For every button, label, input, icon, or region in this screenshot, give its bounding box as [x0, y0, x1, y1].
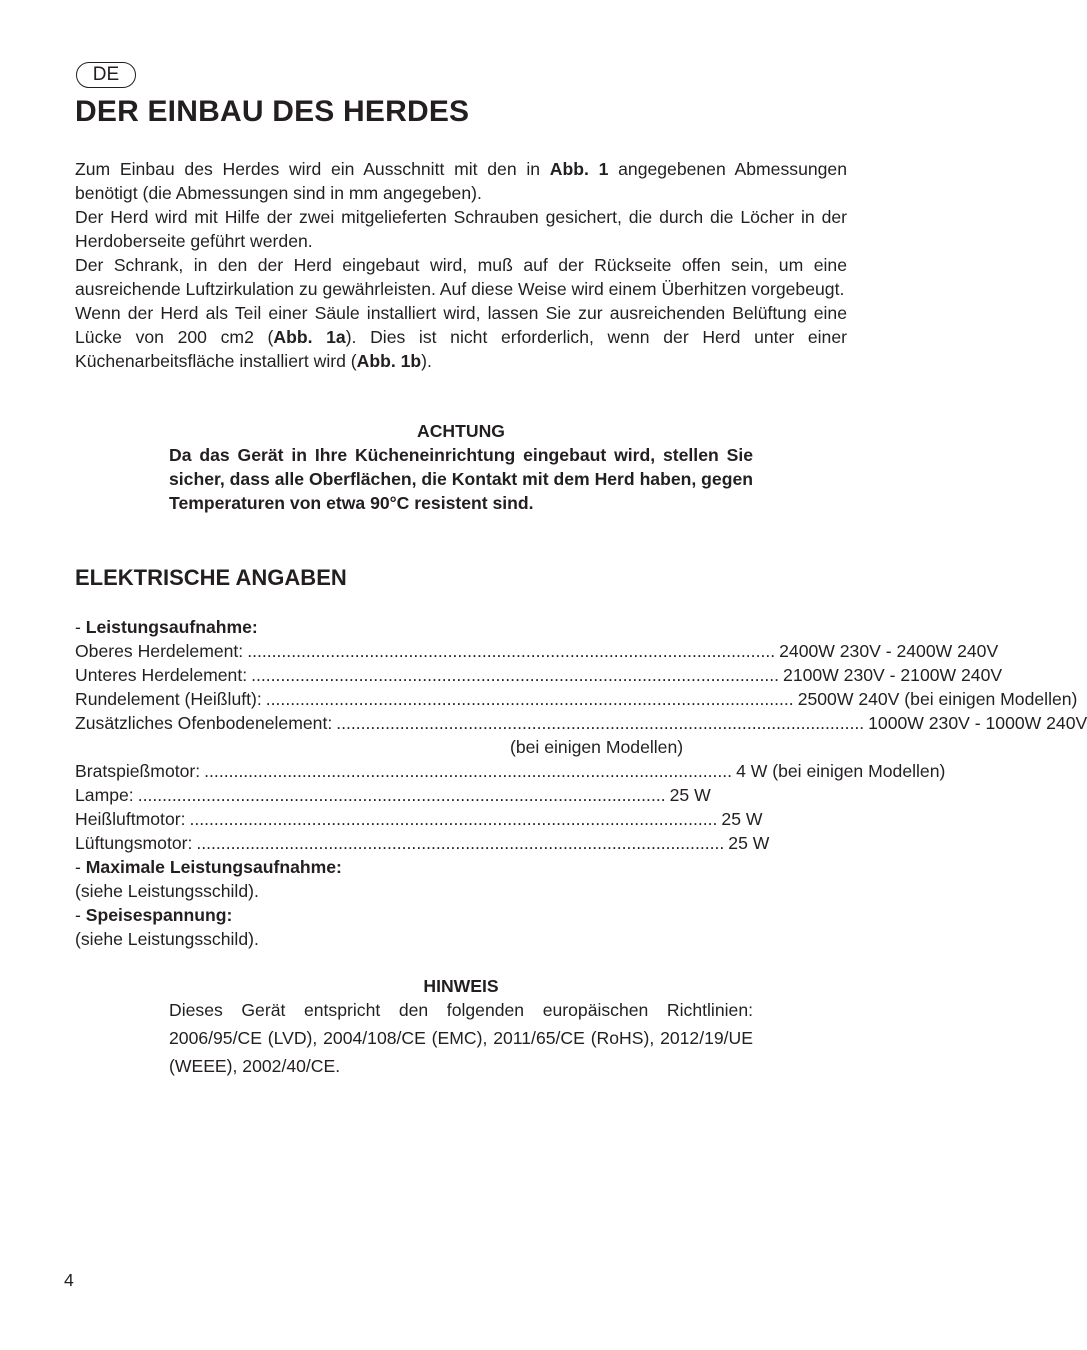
dash: -	[75, 905, 86, 925]
page-number: 4	[64, 1270, 74, 1290]
spec-value: 2500W 240V (bei einigen Modellen)	[797, 689, 1078, 709]
spec-label: Heißluftmotor:	[75, 809, 186, 829]
dot-leader: ............................................................................................................	[336, 713, 865, 733]
spec-value: 4 W (bei einigen Modellen)	[736, 761, 946, 781]
spec-row	[75, 807, 763, 831]
dot-leader: ............................................................................................................	[137, 785, 666, 805]
spec-value: 1000W 230V - 1000W 240V	[868, 713, 1087, 733]
max-power-heading	[75, 855, 875, 879]
electrical-heading: ELEKTRISCHE ANGABEN	[75, 565, 347, 590]
spec-label: Rundelement (Heißluft):	[75, 689, 262, 709]
spec-label: Unteres Herdelement:	[75, 665, 248, 685]
spec-row	[75, 759, 946, 783]
intro-text	[75, 157, 847, 373]
power-heading	[75, 615, 875, 639]
intro-p1-text-2: angegebenen Abmessungen benötigt (die Abmessungen sind in mm angegeben).	[75, 159, 847, 203]
supply-label: Speisespannung:	[85, 905, 233, 925]
warning-text: Da das Gerät in Ihre Kücheneinrichtung eingebaut wird, stellen Sie sicher, dass alle Oberflächen, die Kontakt mit dem Herd haben, gegen Temperaturen von etwa 90°C resistent sind.	[169, 445, 753, 513]
hinweis-text: Dieses Gerät entspricht den folgenden europäischen Richtlinien: 2006/95/CE (LVD), 2004/108/CE (EMC), 2011/65/CE (RoHS), 2012/19/UE (WEEE), 2002/40/CE.	[169, 1000, 753, 1076]
intro-paragraph-4	[75, 301, 847, 373]
intro-paragraph-2: Der Herd wird mit Hilfe der zwei mitgelieferten Schrauben gesichert, die durch die Löcher in der Herdoberseite geführt werden.	[75, 207, 847, 251]
power-heading-label: Leistungsaufnahme:	[85, 617, 258, 637]
max-power-note: (siehe Leistungsschild).	[75, 881, 259, 901]
spec-continuation: (bei einigen Modellen)	[510, 737, 684, 757]
intro-p4-text-3: ).	[421, 351, 432, 371]
language-badge: DE	[76, 62, 136, 88]
intro-p1-text-1: Zum Einbau des Herdes wird ein Ausschnitt mit den in	[75, 159, 550, 179]
dot-leader: ............................................................................................................	[189, 809, 718, 829]
dash: -	[75, 617, 86, 637]
spec-value: 2400W 230V - 2400W 240V	[779, 641, 999, 661]
spec-label: Lampe:	[75, 785, 134, 805]
spec-row	[75, 711, 1087, 735]
supply-heading	[75, 903, 875, 927]
figure-ref-abb-1: Abb. 1	[549, 159, 609, 179]
spec-label: Oberes Herdelement:	[75, 641, 244, 661]
dot-leader: ............................................................................................................	[247, 641, 776, 661]
electrical-specs	[75, 615, 1087, 951]
intro-paragraph-3: Der Schrank, in den der Herd eingebaut wird, muß auf der Rückseite offen sein, um eine ausreichende Luftzirkulation zu gewährleisten. Auf diese Weise wird einem Überhitzen vorgebeugt.	[75, 255, 847, 299]
spec-row	[75, 663, 1003, 687]
figure-ref-abb-1b: Abb. 1b	[356, 351, 422, 371]
intro-paragraph-1	[75, 157, 847, 205]
spec-row	[75, 687, 1078, 711]
spec-label: Lüftungsmotor:	[75, 833, 193, 853]
spec-value: 25 W	[669, 785, 711, 805]
dot-leader: ............................................................................................................	[265, 689, 794, 709]
spec-value: 25 W	[728, 833, 770, 853]
spec-label: Bratspießmotor:	[75, 761, 201, 781]
warning-heading: ACHTUNG	[417, 421, 505, 441]
dash: -	[75, 857, 86, 877]
spec-value: 25 W	[721, 809, 763, 829]
dot-leader: ............................................................................................................	[204, 761, 733, 781]
dot-leader: ............................................................................................................	[196, 833, 725, 853]
spec-row	[75, 783, 711, 807]
warning-box	[169, 419, 753, 515]
page-title: DER EINBAU DES HERDES	[75, 95, 470, 128]
supply-note: (siehe Leistungsschild).	[75, 929, 259, 949]
spec-row	[75, 639, 999, 663]
spec-value: 2100W 230V - 2100W 240V	[783, 665, 1003, 685]
intro-p4-text-2: ). Dies ist nicht erforderlich, wenn der Herd unter einer Küchenarbeitsfläche installiert wird (	[75, 327, 847, 371]
dot-leader: ............................................................................................................	[251, 665, 780, 685]
max-power-label: Maximale Leistungsaufnahme:	[85, 857, 342, 877]
spec-row	[75, 831, 770, 855]
hinweis-box	[169, 974, 753, 1080]
spec-label: Zusätzliches Ofenbodenelement:	[75, 713, 333, 733]
figure-ref-abb-1a: Abb. 1a	[273, 327, 346, 347]
intro-p4-text-1: Wenn der Herd als Teil einer Säule installiert wird, lassen Sie zur ausreichenden Belüftung eine Lücke von 200 cm2 (	[75, 303, 847, 347]
hinweis-heading: HINWEIS	[423, 976, 499, 996]
